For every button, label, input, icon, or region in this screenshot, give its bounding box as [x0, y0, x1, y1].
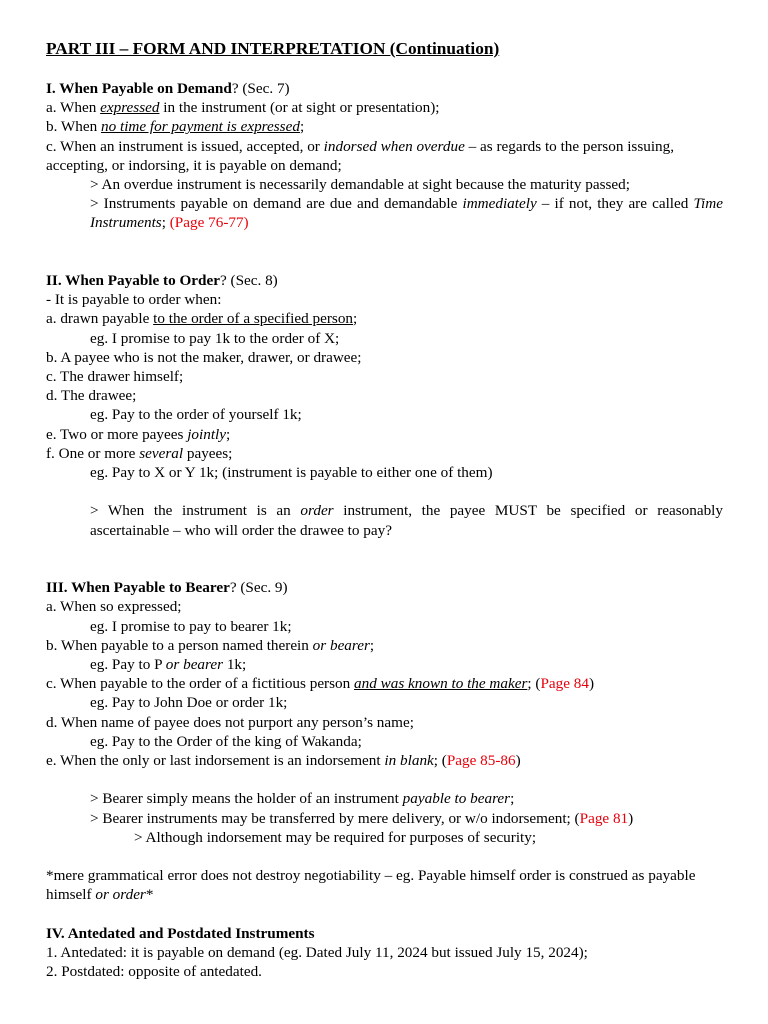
section-2-heading: II. When Payable to Order? (Sec. 8)	[46, 272, 278, 290]
section-3-note-2: > Bearer instruments may be transferred by mere delivery, or w/o indorsement; (Page 81)	[90, 809, 634, 827]
page-reference: Page 84	[540, 675, 589, 693]
section-2-item-b: b. A payee who is not the maker, drawer, or drawee;	[46, 348, 362, 366]
section-3-heading: III. When Payable to Bearer? (Sec. 9)	[46, 579, 288, 597]
section-2-item-a: a. drawn payable to the order of a specified person;	[46, 310, 358, 328]
page-reference: (Page 76-77)	[169, 214, 249, 232]
section-2-item-c: c. The drawer himself;	[46, 368, 184, 386]
section-3-note-3: > Although indorsement may be required for purposes of security;	[134, 828, 537, 846]
section-4-item-2: 2. Postdated: opposite of antedated.	[46, 963, 262, 981]
section-3-item-d: d. When name of payee does not purport any person’s name;	[46, 713, 414, 731]
section-3-item-a: a. When so expressed;	[46, 598, 182, 616]
section-1-note-1: > An overdue instrument is necessarily demandable at sight because the maturity passed;	[90, 176, 630, 194]
section-3-item-e: e. When the only or last indorsement is an indorsement in blank; (Page 85-86)	[46, 752, 521, 770]
section-2-example-a: eg. I promise to pay 1k to the order of X;	[90, 329, 340, 347]
section-3-example-a: eg. I promise to pay to bearer 1k;	[90, 617, 292, 635]
section-1-item-a: a. When expressed in the instrument (or at sight or presentation);	[46, 99, 440, 117]
section-2-intro: - It is payable to order when:	[46, 291, 222, 309]
section-3-note-1: > Bearer simply means the holder of an instrument payable to bearer;	[90, 790, 515, 808]
section-2-example-f: eg. Pay to X or Y 1k; (instrument is payable to either one of them)	[90, 464, 493, 482]
section-1-item-c: c. When an instrument is issued, accepted, or indorsed when overdue – as regards to the person issuing, accepting, or indorsing, it is payable on demand;	[46, 137, 675, 174]
document-page	[46, 38, 723, 981]
section-2-note-1: > When the instrument is an order instrument, the payee MUST be specified or reasonably ascertainable – who will order the drawee to pay?	[90, 502, 723, 539]
section-3-item-c: c. When payable to the order of a fictitious person and was known to the maker; (Page 84)	[46, 675, 595, 693]
section-2-item-d: d. The drawee;	[46, 387, 137, 405]
section-1-heading: I. When Payable on Demand? (Sec. 7)	[46, 80, 290, 97]
section-2-item-f: f. One or more several payees;	[46, 444, 233, 462]
section-3-example-c: eg. Pay to John Doe or order 1k;	[90, 694, 288, 712]
section-3-item-b: b. When payable to a person named therein or bearer;	[46, 636, 375, 654]
section-4-heading: IV. Antedated and Postdated Instruments	[46, 924, 315, 942]
grammatical-error-note: *mere grammatical error does not destroy negotiability – eg. Payable himself order is construed as payable himself or order*	[46, 867, 696, 904]
page-reference: Page 81	[579, 809, 629, 827]
page-reference: Page 85-86	[446, 752, 516, 770]
section-2-item-e: e. Two or more payees jointly;	[46, 425, 231, 443]
section-4-item-1: 1. Antedated: it is payable on demand (eg. Dated July 11, 2024 but issued July 15, 2024);	[46, 944, 588, 962]
page-title: PART III – FORM AND INTERPRETATION (Continuation)	[46, 39, 500, 58]
section-3-example-b: eg. Pay to P or bearer 1k;	[90, 656, 247, 674]
section-3-example-d: eg. Pay to the Order of the king of Wakanda;	[90, 732, 362, 750]
section-1-item-b: b. When no time for payment is expressed;	[46, 118, 305, 136]
section-2-example-d: eg. Pay to the order of yourself 1k;	[90, 406, 302, 424]
section-1-note-2: > Instruments payable on demand are due and demandable immediately – if not, they are called Time Instruments; (Page 76-77)	[90, 195, 723, 232]
